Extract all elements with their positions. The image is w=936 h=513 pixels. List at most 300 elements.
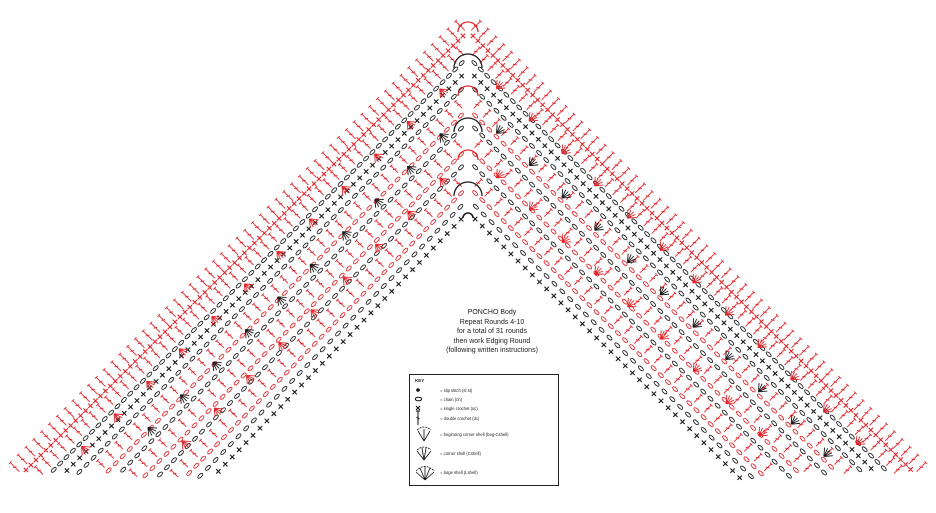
single-crochet-stitch (256, 277, 260, 281)
chain-stitch (154, 391, 161, 398)
chain-stitch (409, 201, 415, 208)
chain-stitch (779, 465, 786, 471)
double-crochet-stitch (407, 66, 417, 76)
single-crochet-stitch (342, 152, 346, 156)
double-crochet-stitch (495, 70, 504, 79)
chain-stitch (515, 193, 522, 199)
chain-stitch (600, 290, 607, 296)
chain-stitch (380, 190, 386, 197)
single-crochet-stitch (874, 433, 878, 437)
chain-stitch (671, 347, 678, 353)
chain-stitch (165, 352, 172, 359)
double-crochet-stitch (721, 268, 731, 278)
chain-stitch (381, 269, 387, 276)
single-crochet-stitch (595, 157, 599, 161)
double-crochet-stitch (32, 438, 42, 448)
chain-stitch (305, 212, 312, 219)
single-crochet-stitch (523, 124, 527, 128)
single-crochet-stitch (728, 327, 732, 331)
chain-stitch (664, 353, 671, 359)
double-crochet-stitch (807, 429, 815, 437)
double-crochet-stitch (770, 392, 778, 400)
chain-stitch (600, 277, 607, 283)
chain-stitch (814, 462, 821, 468)
chain-stitch (225, 347, 231, 354)
chain-stitch (451, 197, 457, 204)
chain-stitch (430, 180, 436, 187)
chain-stitch (212, 457, 218, 464)
single-crochet-stitch (90, 443, 94, 447)
double-crochet-stitch (723, 347, 731, 355)
chain-stitch (178, 450, 184, 457)
double-crochet-stitch (612, 237, 620, 245)
chain-stitch (785, 421, 792, 427)
double-crochet-stitch (229, 271, 238, 280)
chain-stitch (693, 330, 700, 336)
chain-stitch (457, 204, 463, 211)
chain-stitch (693, 407, 700, 413)
shell-fan (758, 383, 767, 392)
single-crochet-stitch (535, 98, 539, 102)
single-crochet-stitch (620, 181, 624, 185)
chain-stitch (736, 449, 743, 455)
double-crochet-stitch (682, 229, 692, 239)
chain-stitch (631, 218, 638, 224)
double-crochet-stitch (298, 257, 306, 265)
double-crochet-stitch (511, 85, 520, 94)
single-crochet-stitch (307, 187, 311, 191)
single-crochet-stitch (334, 347, 338, 351)
double-crochet-stitch (212, 260, 222, 270)
chain-stitch (416, 207, 422, 214)
key-label: = corner shell (Cshell) (440, 450, 481, 456)
double-crochet-stitch (432, 70, 441, 79)
chain-stitch (493, 146, 500, 152)
chain-stitch (586, 225, 593, 231)
corner-arch (454, 54, 482, 68)
single-crochet-stitch (804, 364, 808, 368)
single-crochet-stitch (268, 265, 272, 269)
double-crochet-stitch (823, 368, 833, 378)
single-crochet-stitch (703, 302, 707, 306)
single-crochet-stitch (565, 127, 569, 131)
single-crochet-stitch (251, 433, 255, 437)
double-crochet-stitch (280, 275, 288, 283)
double-crochet-stitch (635, 182, 645, 192)
single-crochet-stitch (719, 280, 723, 284)
double-crochet-stitch (72, 399, 82, 409)
chain-stitch (289, 378, 295, 385)
chain-stitch (778, 364, 785, 370)
single-crochet-stitch (320, 361, 324, 365)
double-crochet-stitch (705, 328, 713, 336)
chain-stitch (565, 255, 572, 261)
chain-stitch (874, 459, 881, 465)
single-crochet-stitch (530, 131, 534, 135)
chain-stitch (728, 404, 735, 410)
double-crochet-stitch (199, 439, 207, 447)
single-crochet-stitch (818, 416, 822, 420)
chain-stitch (184, 429, 190, 436)
double-crochet-stitch (151, 349, 160, 358)
double-crochet-stitch (839, 410, 848, 419)
single-crochet-stitch (178, 315, 182, 319)
chain-stitch (479, 197, 486, 203)
single-crochet-stitch (192, 341, 196, 345)
single-crochet-stitch (764, 324, 768, 328)
chain-stitch (716, 442, 723, 448)
double-crochet-stitch (299, 202, 308, 211)
double-crochet-stitch (808, 379, 817, 388)
chain-stitch (126, 419, 133, 426)
double-crochet-stitch (871, 441, 880, 450)
chain-stitch (430, 219, 436, 226)
chain-stitch (614, 253, 621, 259)
chain-stitch (395, 255, 401, 262)
single-crochet-stitch (696, 295, 700, 299)
chain-stitch (358, 306, 364, 313)
double-crochet-stitch (484, 149, 492, 157)
double-crochet-stitch (170, 386, 178, 394)
chain-stitch (607, 259, 614, 265)
key-label: = large shell (Lshell) (440, 469, 478, 475)
double-crochet-stitch (124, 432, 132, 440)
single-crochet-stitch (523, 266, 527, 270)
single-crochet-stitch (709, 308, 713, 312)
double-crochet-stitch (574, 238, 582, 246)
chain-stitch (614, 304, 621, 310)
single-crochet-stitch (222, 270, 226, 274)
chain-stitch (197, 375, 203, 382)
chain-stitch (335, 330, 341, 337)
single-crochet-stitch (68, 423, 72, 427)
chart-caption (392, 308, 592, 356)
double-crochet-stitch (620, 167, 630, 177)
chain-stitch (436, 108, 443, 115)
single-crochet-stitch (97, 437, 101, 441)
double-crochet-stitch (519, 93, 528, 102)
double-crochet-stitch (291, 209, 300, 218)
chain-stitch (686, 374, 693, 380)
chain-stitch (856, 466, 863, 472)
chain-stitch (121, 397, 128, 404)
single-crochet-stitch (242, 251, 246, 255)
single-crochet-stitch (517, 118, 521, 122)
double-crochet-stitch (684, 346, 692, 354)
double-crochet-stitch (831, 376, 841, 386)
single-crochet-stitch (411, 83, 415, 87)
chain-stitch (282, 303, 288, 310)
single-crochet-stitch (193, 300, 197, 304)
chain-stitch (679, 367, 686, 373)
chain-stitch (157, 471, 163, 478)
single-crochet-stitch (148, 344, 152, 348)
single-crochet-stitch (49, 443, 53, 447)
chain-stitch (700, 337, 707, 343)
single-crochet-stitch (594, 336, 598, 340)
double-crochet-stitch (238, 399, 246, 407)
double-crochet-stitch (612, 159, 622, 169)
chain-stitch (97, 447, 104, 454)
double-crochet-stitch (714, 375, 722, 383)
single-crochet-stitch (594, 194, 598, 198)
single-crochet-stitch (903, 462, 907, 466)
chain-stitch (140, 405, 147, 412)
double-crochet-stitch (248, 389, 256, 397)
chain-stitch (496, 227, 503, 233)
single-crochet-stitch (401, 93, 405, 97)
single-crochet-stitch (859, 418, 863, 422)
double-crochet-stitch (384, 90, 394, 100)
double-crochet-stitch (640, 264, 648, 272)
double-crochet-stitch (628, 201, 637, 210)
double-crochet-stitch (381, 174, 389, 182)
chain-stitch (643, 281, 650, 287)
chain-stitch (449, 212, 455, 219)
chain-stitch (352, 232, 358, 239)
single-crochet-stitch (570, 132, 574, 136)
chain-stitch (586, 263, 593, 269)
double-crochet-stitch (698, 244, 708, 254)
chain-stitch (508, 186, 515, 192)
chain-stitch (402, 221, 408, 228)
single-crochet-stitch (834, 393, 838, 397)
single-crochet-stitch (714, 275, 718, 279)
double-crochet-stitch (760, 306, 770, 316)
chain-stitch (325, 326, 331, 333)
double-crochet-stitch (488, 62, 497, 71)
single-crochet-stitch (332, 162, 336, 166)
single-crochet-stitch (402, 131, 406, 135)
single-crochet-stitch (208, 285, 212, 289)
chain-stitch (550, 190, 557, 196)
chain-stitch (721, 409, 728, 415)
chain-stitch (714, 325, 721, 331)
double-crochet-stitch (894, 464, 903, 473)
single-crochet-stitch (893, 452, 897, 456)
double-crochet-stitch (752, 299, 762, 309)
double-crochet-stitch (885, 430, 895, 440)
single-crochet-stitch (361, 132, 365, 136)
chain-stitch (444, 101, 451, 108)
chain-stitch (353, 298, 359, 305)
double-crochet-stitch (636, 209, 645, 218)
single-crochet-stitch (651, 251, 655, 255)
double-crochet-stitch (105, 450, 113, 458)
chain-stitch (446, 73, 453, 80)
chain-stitch (536, 227, 543, 233)
single-crochet-stitch (555, 117, 559, 121)
chain-stitch (423, 161, 429, 168)
double-crochet-stitch (734, 433, 742, 441)
double-crochet-stitch (306, 167, 316, 177)
double-crochet-stitch (627, 175, 637, 185)
chain-stitch (430, 154, 436, 161)
chain-stitch (111, 433, 118, 440)
shell-fan (246, 375, 255, 384)
single-crochet-stitch (431, 246, 435, 250)
caption-line: PONCHO Body (467, 309, 517, 316)
chain-stitch (388, 275, 394, 282)
single-crochet-stitch (452, 224, 456, 228)
double-crochet-stitch (445, 109, 453, 117)
chain-stitch (317, 254, 323, 261)
chain-stitch (303, 282, 309, 289)
single-crochet-stitch (854, 413, 858, 417)
single-crochet-stitch (506, 68, 510, 72)
chain-stitch (486, 204, 493, 210)
chain-stitch (486, 178, 493, 184)
chain-stitch (636, 312, 643, 318)
single-crochet-stitch (814, 374, 818, 378)
single-crochet-stitch (837, 435, 841, 439)
chain-stitch (757, 393, 764, 399)
chain-stitch (114, 403, 121, 410)
double-crochet-stitch (408, 93, 417, 102)
chain-stitch (778, 427, 785, 433)
double-crochet-stitch (659, 206, 669, 216)
double-crochet-stitch (170, 469, 178, 477)
double-crochet-stitch (25, 446, 35, 456)
double-crochet-stitch (206, 295, 215, 304)
chain-stitch (735, 347, 742, 353)
single-crochet-stitch (319, 214, 323, 218)
double-crochet-stitch (148, 448, 156, 456)
chain-stitch (339, 286, 345, 293)
chain-stitch (721, 332, 728, 338)
chain-stitch (729, 442, 736, 448)
chain-stitch (268, 317, 274, 324)
double-crochet-stitch (390, 164, 398, 172)
single-crochet-stitch (424, 253, 428, 257)
chain-stitch (778, 389, 785, 395)
chain-stitch (508, 199, 515, 205)
double-crochet-stitch (487, 35, 497, 45)
double-crochet-stitch (247, 349, 255, 357)
single-crochet-stitch (322, 172, 326, 176)
chain-stitch (472, 125, 479, 131)
single-crochet-stitch (898, 457, 902, 461)
double-crochet-stitch (220, 252, 230, 262)
chain-stitch (155, 431, 161, 438)
double-crochet-stitch (454, 20, 464, 30)
single-crochet-stitch (456, 39, 460, 43)
chain-stitch (414, 104, 421, 111)
chain-stitch (622, 350, 629, 356)
chain-stitch (500, 115, 507, 121)
chain-stitch (778, 414, 785, 420)
chain-stitch (572, 249, 579, 255)
single-crochet-stitch (716, 455, 720, 459)
single-crochet-stitch (664, 264, 668, 268)
double-crochet-stitch (660, 232, 669, 241)
chain-stitch (407, 111, 414, 118)
chain-stitch (239, 332, 245, 339)
chain-stitch (700, 350, 707, 356)
chain-stitch (416, 168, 422, 175)
double-crochet-stitch (227, 369, 235, 377)
single-crochet-stitch (677, 276, 681, 280)
chain-stitch (316, 228, 323, 235)
chain-stitch (415, 129, 422, 136)
chain-stitch (171, 457, 177, 464)
double-crochet-stitch (596, 144, 606, 154)
caption-line: Repeat Rounds 4-10 (459, 318, 525, 326)
double-crochet-stitch (603, 228, 611, 236)
double-crochet-stitch (268, 233, 277, 242)
double-crochet-stitch (651, 198, 661, 208)
chain-stitch (247, 365, 253, 372)
double-crochet-stitch (392, 82, 402, 92)
chain-stitch (543, 183, 550, 189)
single-crochet-stitch (77, 456, 81, 460)
single-crochet-stitch (544, 287, 548, 291)
double-crochet-stitch (722, 294, 731, 303)
single-crochet-stitch (403, 275, 407, 279)
double-crochet-stitch (165, 306, 175, 316)
double-crochet-stitch (322, 178, 331, 187)
double-crochet-stitch (683, 255, 692, 264)
double-crochet-stitch (174, 326, 183, 335)
double-crochet-stitch (260, 240, 269, 249)
chain-stitch (828, 438, 835, 444)
chain-stitch (430, 141, 436, 148)
single-crochet-stitch (277, 216, 281, 220)
chain-stitch (270, 384, 276, 391)
double-crochet-stitch (345, 249, 353, 257)
single-crochet-stitch (607, 207, 611, 211)
shell-fan (343, 232, 352, 241)
caption-line: for a total of 31 rounds (456, 328, 528, 336)
double-crochet-stitch (479, 28, 489, 38)
chain-stitch (302, 242, 309, 249)
chain-stitch (792, 441, 799, 447)
chain-stitch (269, 357, 275, 364)
chain-stitch (599, 186, 606, 192)
chain-stitch (190, 395, 196, 402)
double-crochet-stitch (173, 299, 183, 309)
double-crochet-stitch (495, 43, 505, 53)
chain-stitch (528, 257, 535, 263)
double-crochet-stitch (557, 182, 565, 190)
double-crochet-stitch (550, 124, 559, 133)
chain-stitch (360, 251, 366, 258)
chain-stitch (342, 322, 348, 329)
double-crochet-stitch (738, 310, 747, 319)
double-crochet-stitch (188, 409, 196, 417)
single-crochet-stitch (749, 310, 753, 314)
single-crochet-stitch (98, 394, 102, 398)
single-crochet-stitch (383, 296, 387, 300)
single-crochet-stitch (357, 137, 361, 141)
single-crochet-stitch (640, 201, 644, 205)
chain-stitch (254, 358, 260, 365)
chain-stitch (693, 343, 700, 349)
chain-stitch (352, 193, 359, 200)
double-crochet-stitch (237, 264, 246, 273)
large-shell-icon (414, 463, 440, 481)
chain-stitch (579, 192, 586, 198)
chain-stitch (571, 185, 578, 191)
chain-stitch (516, 104, 523, 110)
chain-stitch (387, 196, 393, 203)
chain-stitch (219, 394, 225, 401)
double-crochet-stitch (236, 237, 246, 247)
double-crochet-stitch (604, 306, 612, 314)
key-row-beginning-corner-shell (414, 425, 509, 443)
double-crochet-stitch (453, 140, 461, 148)
single-crochet-stitch (485, 87, 489, 91)
